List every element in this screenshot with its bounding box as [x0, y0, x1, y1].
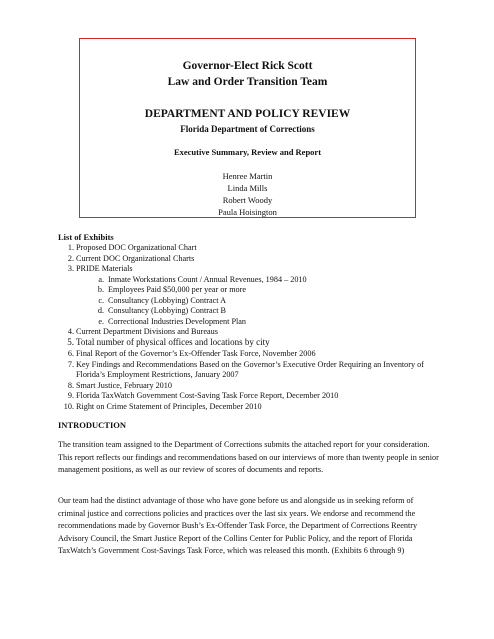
exhibit-text: Consultancy (Lobbying) Contract A	[108, 295, 227, 305]
exhibit-text: Current Department Divisions and Bureaus	[76, 327, 218, 336]
exhibit-text: Current DOC Organizational Charts	[76, 253, 195, 263]
exhibit-number: 4.	[67, 327, 74, 336]
author-name: Robert Woody	[222, 195, 273, 205]
exhibit-text: Right on Crime Statement of Principles, December 2010	[76, 401, 262, 411]
team-title: Law and Order Transition Team	[167, 76, 328, 88]
department-name: Florida Department of Corrections	[180, 124, 315, 134]
exhibit-number: 2.	[67, 253, 74, 263]
report-title: DEPARTMENT AND POLICY REVIEW	[144, 108, 351, 120]
exhibit-letter: a.	[98, 274, 104, 284]
exhibit-letter: c.	[98, 295, 104, 305]
introduction-paragraph: The transition team assigned to the Department of Corrections submits the attached report for your consideration. This report reflects our findings and recommendations based on our interviews of more than twenty people in senior management positions, as well as our review of scores of documents and reports.	[58, 440, 439, 475]
exhibit-text: Smart Justice, February 2010	[76, 380, 172, 390]
exhibit-text: Key Findings and Recommendations Based on the Governor’s Executive Order Requiring an Inventory of Florida’s Employment Restrictions, January 2007	[76, 359, 424, 379]
author-name: Henree Martin	[222, 171, 273, 181]
title-box	[79, 38, 416, 218]
exhibit-letter: d.	[97, 306, 104, 315]
exhibit-text: Proposed DOC Organizational Chart	[76, 243, 197, 252]
governor-title: Governor-Elect Rick Scott	[182, 60, 313, 72]
exhibit-text: Florida TaxWatch Government Cost-Saving Task Force Report, December 2010	[76, 391, 339, 400]
exhibit-text: Inmate Workstations Count / Annual Revenues, 1984 – 2010	[108, 274, 307, 284]
exhibits-heading: List of Exhibits	[58, 232, 114, 242]
exhibit-letter: b.	[97, 285, 104, 294]
introduction-heading: INTRODUCTION	[58, 420, 127, 430]
exhibit-letter: e.	[98, 316, 104, 326]
introduction-paragraph: Our team had the distinct advantage of those who have gone before us and alongside us in seeking reform of criminal justice and corrections policies and practices over the last six years. We endorse and recommend the recommendations made by Governor Bush’s Ex-Offender Task Force, the Department of Corrections Reentry Advisory Council, the Smart Justice Report of the Collins Center for Public Policy, and the report of Florida TaxWatch’s Government Cost-Savings Task Force, which was released this month. (Exhibits 6 through 9)	[58, 496, 418, 556]
exhibit-text: Employees Paid $50,000 per year or more	[108, 285, 247, 294]
exhibit-number: 1.	[67, 243, 74, 252]
report-subtitle: Executive Summary, Review and Report	[173, 147, 322, 157]
exhibit-text: Total number of physical offices and locations by city	[76, 337, 270, 347]
exhibit-text: PRIDE Materials	[76, 264, 133, 273]
exhibit-number: 8.	[67, 380, 74, 390]
author-name: Paula Hoisington	[218, 207, 277, 217]
exhibit-text: Final Report of the Governor’s Ex-Offender Task Force, November 2006	[76, 349, 316, 358]
exhibit-number: 5.	[67, 337, 74, 347]
exhibit-number: 7.	[67, 359, 74, 369]
exhibit-number: 3.	[67, 264, 74, 273]
exhibit-number: 10.	[63, 401, 74, 411]
author-name: Linda Mills	[227, 183, 268, 193]
exhibit-text: Correctional Industries Development Plan	[108, 316, 247, 326]
exhibit-text: Consultancy (Lobbying) Contract B	[108, 306, 227, 315]
exhibit-number: 9.	[67, 391, 74, 400]
exhibit-number: 6.	[67, 349, 74, 358]
